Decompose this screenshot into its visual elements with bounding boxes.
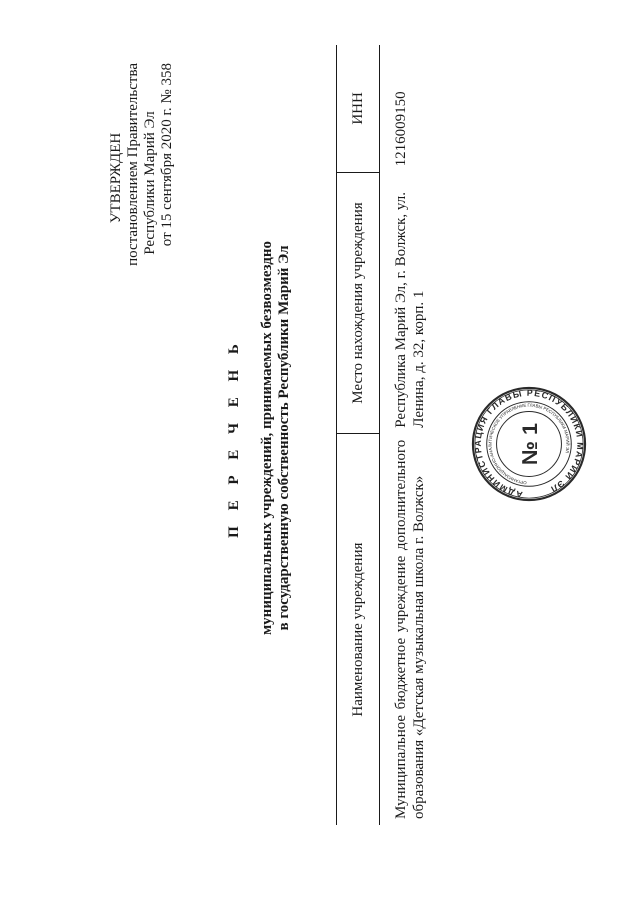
table-header-row (337, 45, 380, 825)
seal-outer-text: АДМИНИСТРАЦИЯ ГЛАВЫ РЕСПУБЛИКИ МАРИЙ ЭЛ (472, 387, 586, 500)
header-name: Наименование учреждения (337, 434, 380, 825)
approval-decree: постановлением Правительства (125, 63, 141, 266)
header-inn: ИНН (337, 45, 380, 172)
official-seal-icon (470, 385, 588, 503)
document-title (226, 203, 293, 673)
title-line-2: в государственную собственность Республики Марий Эл (276, 245, 292, 631)
seal-inner-text: ОРГАНИЗАЦИОННО-АНАЛИТИЧЕСКОЕ УПРАВЛЕНИЕ ГЛАВЫ РЕСПУБЛИКИ МАРИЙ ЭЛ (487, 402, 571, 486)
table-row (380, 45, 429, 825)
cell-address: Республика Марий Эл, г. Волжск, ул. Ленина, д. 32, корп. 1 (393, 191, 427, 428)
cell-inn: 1216009150 (393, 91, 409, 167)
header-address: Место нахождения учреждения (337, 172, 380, 433)
approval-date: от 15 сентября 2020 г. № 358 (159, 63, 175, 247)
approval-republic: Республики Марий Эл (142, 111, 158, 255)
institutions-table (336, 45, 428, 825)
approval-stamp-text (108, 63, 176, 363)
approval-heading: УТВЕРЖДЕН (108, 132, 124, 224)
cell-name: Муниципальное бюджетное учреждение дополнительного образования «Детская музыкальная школа г. Волжск» (393, 439, 427, 819)
title-line-1: муниципальных учреждений, принимаемых безвозмездно (259, 240, 275, 636)
seal-number: № 1 (516, 422, 542, 466)
title-heading: П Е Р Е Ч Е Н Ь (226, 338, 242, 538)
